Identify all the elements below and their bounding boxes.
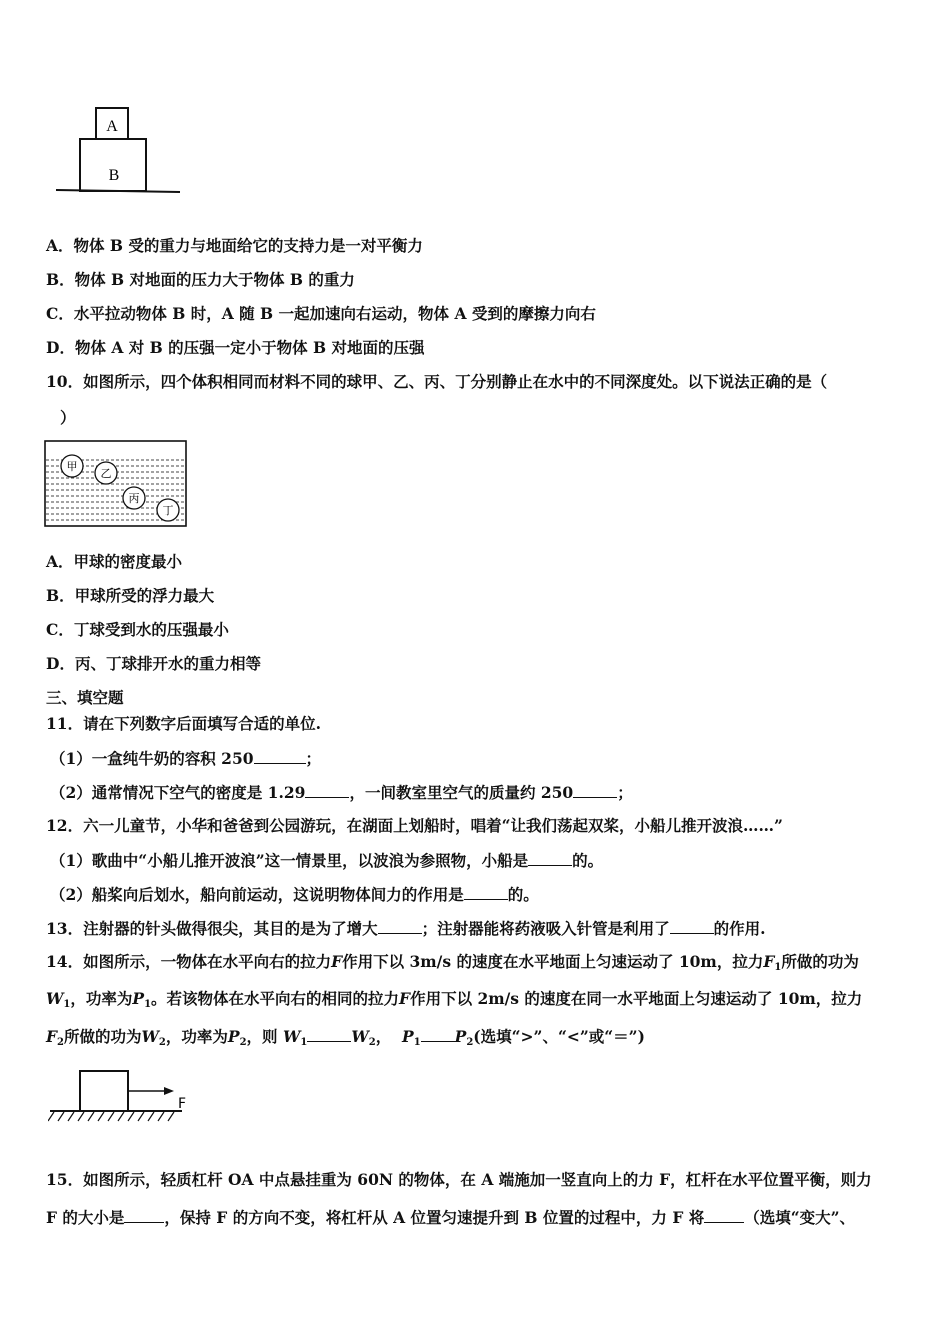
q14-sub-1: 1 [774,962,782,973]
force-figure [48,1066,198,1128]
q14-symbol-f: F [331,952,343,971]
q14-l1-text-a: 14．如图所示，一物体在水平向右的拉力 [46,952,332,971]
q14-line-3 [46,1026,645,1047]
q14-l3-text-d: (选填“>”、“<”或“＝”) [473,1027,645,1046]
ball-bing-label: 丙 [128,492,140,505]
q12-part1-end: 的。 [572,851,604,870]
q10-option-a: A．甲球的密度最小 [46,552,183,571]
q14-blank-1[interactable] [307,1026,351,1042]
q12-part1 [50,850,603,871]
q14-sub-f2: 2 [57,1037,64,1048]
q14-sub-w1-b: 1 [300,1037,308,1048]
q14-line-2 [46,989,862,1009]
ball-jia-label: 甲 [66,460,78,473]
q14-symbol-f1: F [763,952,775,971]
q14-symbol-p1-b: P [402,1027,414,1046]
q14-symbol-w2-b: W [351,1027,369,1046]
q15-blank-1[interactable] [124,1207,164,1223]
q14-symbol-f-2: F [399,989,411,1008]
q11-stem: 11．请在下列数字后面填写合适的单位. [46,714,321,733]
q14-comma: ， [375,1027,392,1046]
blocks-figure [50,100,190,200]
q14-l2-text-a: ，功率为 [70,989,133,1008]
q11-blank-1[interactable] [254,748,306,764]
section-title: 三、填空题 [46,688,124,707]
q14-symbol-w1: W [46,989,64,1008]
q14-sub-p2-b: 2 [466,1037,474,1048]
q14-sub-p1: 1 [144,999,152,1010]
q11-part1-text: （1）一盒纯牛奶的容积 250 [50,749,254,768]
q14-sub-p2: 2 [239,1037,247,1048]
q13-blank-1[interactable] [378,918,422,934]
q11-blank-3[interactable] [573,782,617,798]
q11-part2-end: ； [617,783,633,802]
q14-sub-p1-b: 1 [413,1037,421,1048]
q12-blank-1[interactable] [528,850,572,866]
block-b-label: B [108,167,120,184]
q12-part2-end: 的。 [507,885,539,904]
q12-stem: 12．六一儿童节，小华和爸爸到公园游玩，在湖面上划船时，唱着“让我们荡起双桨，小船儿推开波浪……” [46,816,783,835]
q15-blank-2[interactable] [704,1207,744,1223]
q14-line-1 [46,952,859,972]
q9-option-b: B．物体 B 对地面的压力大于物体 B 的重力 [46,270,355,289]
q13-text-b: ；注射器能将药液吸入针管是利用了 [421,919,670,938]
q11-part2-text-b: ，一间教室里空气的质量约 250 [349,783,574,802]
q9-option-a: A．物体 B 受的重力与地面给它的支持力是一对平衡力 [46,236,423,255]
q11-part1 [50,748,321,769]
q13-blank-2[interactable] [670,918,714,934]
q14-blank-2[interactable] [421,1026,455,1042]
q12-part2-text: （2）船桨向后划水，船向前运动，这说明物体间力的作用是 [50,885,464,904]
q11-part2-text-a: （2）通常情况下空气的密度是 1.29 [50,783,306,802]
q15-l2-text-a: F 的大小是 [46,1208,125,1227]
q10-option-c: C．丁球受到水的压强最小 [46,620,229,639]
q14-l3-text-c: ，则 [246,1027,278,1046]
q14-sub-w1: 1 [63,999,71,1010]
water-balls-figure [44,440,188,528]
q14-l2-text-b: 。若该物体在水平向右的相同的拉力 [151,989,400,1008]
q15-l2-text-c: （选填“变大”、 [744,1208,856,1227]
ball-ding-label: 丁 [162,504,174,517]
q14-symbol-w2: W [141,1027,159,1046]
q13-text-a: 13．注射器的针头做得很尖，其目的是为了增大 [46,919,378,938]
q12-part2 [50,884,539,905]
q14-l3-text-b: ，功率为 [165,1027,228,1046]
q9-option-d: D．物体 A 对 B 的压强一定小于物体 B 对地面的压强 [46,338,425,357]
q14-l3-text-a: 所做的功为 [63,1027,142,1046]
q10-stem-end: ） [60,408,76,427]
q13-text-end: 的作用. [713,919,766,938]
q14-l1-text-b: 作用下以 3m/s 的速度在水平地面上匀速运动了 10m，拉力 [342,952,764,971]
q10-stem: 10．如图所示，四个体积相同而材料不同的球甲、乙、丙、丁分别静止在水中的不同深度处。以下说法正确的是（ [46,372,828,391]
block-a-label: A [106,118,118,135]
q15-l2-text-b: ，保持 F 的方向不变，将杠杆从 A 位置匀速提升到 B 位置的过程中，力 F 将 [164,1208,705,1227]
q12-blank-2[interactable] [464,884,508,900]
q14-symbol-p2-b: P [454,1027,467,1046]
q10-option-b: B．甲球所受的浮力最大 [46,586,215,605]
q14-symbol-p1: P [132,989,145,1008]
q14-sub-w2: 2 [158,1037,166,1048]
ball-yi-label: 乙 [100,467,112,480]
q15-line-2 [46,1207,855,1228]
q14-sub-w2-b: 2 [368,1037,376,1048]
q14-symbol-f2: F [46,1027,58,1046]
q14-l1-text-c: 所做的功为 [781,952,859,971]
q12-part1-text: （1）歌曲中“小船儿推开波浪”这一情景里，以波浪为参照物，小船是 [50,851,529,870]
q11-part1-end: ； [305,749,322,768]
q15-line-1: 15．如图所示，轻质杠杆 OA 中点悬挂重为 60N 的物体，在 A 端施加一竖直向上的力 F，杠杆在水平位置平衡，则力 [46,1170,872,1189]
q11-blank-2[interactable] [305,782,349,798]
q14-symbol-p2: P [227,1027,240,1046]
q13-line [46,918,766,939]
q10-option-d: D．丙、丁球排开水的重力相等 [46,654,261,673]
force-label: F [178,1096,187,1112]
q14-l2-text-c: 作用下以 2m/s 的速度在同一水平地面上匀速运动了 10m，拉力 [410,989,863,1008]
q9-option-c: C．水平拉动物体 B 时，A 随 B 一起加速向右运动，物体 A 受到的摩擦力向右 [46,304,596,323]
q14-symbol-w1-b: W [282,1027,301,1046]
q11-part2 [50,782,633,803]
